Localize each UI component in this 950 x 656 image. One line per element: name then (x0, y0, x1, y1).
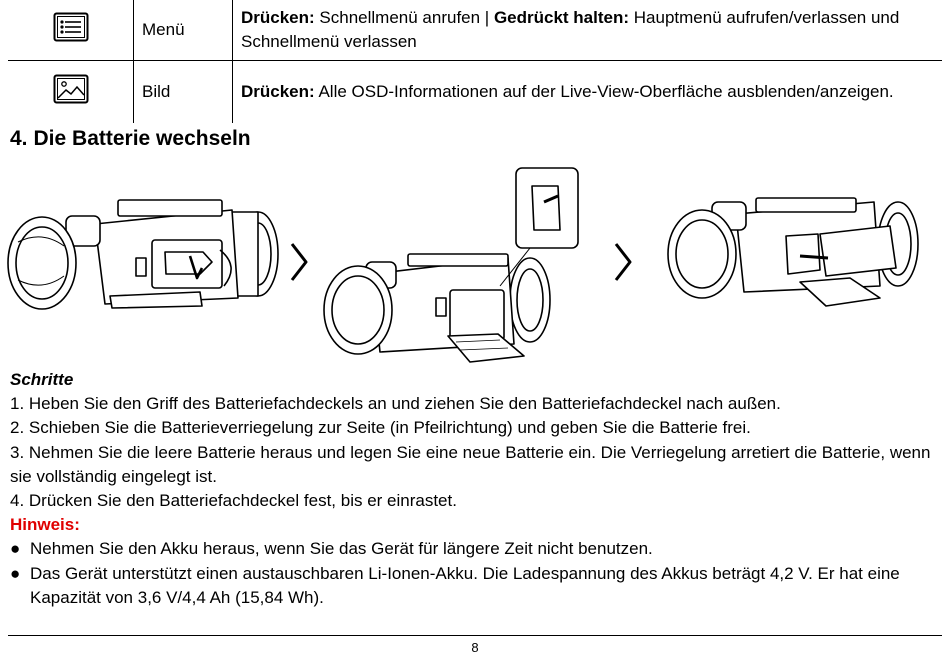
section-heading (10, 127, 251, 151)
desc-bold: Drücken: (241, 82, 315, 101)
bullet-dot-icon: ● (10, 539, 21, 559)
step-item: 2. Schieben Sie die Batterieverriegelung zur Seite (in Pfeilrichtung) und geben Sie die Batterie frei. (10, 418, 751, 438)
desc-bold: Drücken: (241, 8, 315, 27)
image-icon (53, 74, 89, 104)
desc-bold: Gedrückt halten: (493, 8, 630, 27)
device-step-3 (668, 198, 918, 306)
step-item: 4. Drücken Sie den Batteriefachdeckel fest, bis er einrastet. (10, 491, 457, 511)
desc-text: Hauptmenü aufrufen/verlassen und Schnellmenü verlassen (241, 8, 900, 51)
step-item: 3. Nehmen Sie die leere Batterie heraus und legen Sie eine neue Batterie ein. Die Verriegelung arretiert die Batterie, wenn sie vollständig eingelegt ist. (10, 442, 931, 486)
image-icon-cell (8, 61, 134, 124)
step-item: 1. Heben Sie den Griff des Batteriefachdeckels an und ziehen Sie den Batteriefachdeckel nach außen. (10, 394, 781, 414)
button-name: Bild (134, 61, 233, 124)
menu-icon (53, 12, 89, 42)
note-bullet-text: Das Gerät unterstützt einen austauschbaren Li-Ionen-Akku. Die Ladespannung des Akkus beträgt 4,2 V. Er hat eine Kapazität von 3,6 V/4,4 Ah (15,84 Wh). (30, 563, 900, 607)
menu-icon-cell (8, 0, 134, 61)
note-bullet (10, 537, 940, 561)
button-table (8, 0, 942, 123)
steps-section (10, 368, 940, 610)
steps-title: Schritte (10, 370, 74, 389)
footer-divider (8, 635, 942, 636)
table-row-image (8, 61, 942, 124)
button-name: Menü (134, 0, 233, 61)
battery-replacement-illustration (0, 158, 950, 370)
device-step-1 (8, 200, 278, 309)
bullet-dot-icon: ● (10, 563, 21, 583)
note-bullet-text: Nehmen Sie den Akku heraus, wenn Sie das Gerät für längere Zeit nicht benutzen. (30, 539, 653, 559)
section-number: 4. (10, 127, 28, 150)
table-row-menu (8, 0, 942, 61)
device-step-2 (324, 168, 578, 362)
desc-text: Schnellmenü anrufen | (314, 8, 494, 27)
page-number: 8 (471, 640, 479, 655)
button-description (233, 61, 943, 124)
note-bullet (10, 562, 940, 610)
desc-text: Alle OSD-Informationen auf der Live-View-Oberfläche ausblenden/anzeigen. (314, 82, 894, 101)
section-title: Die Batterie wechseln (33, 127, 251, 150)
button-description (233, 0, 943, 61)
note-label: Hinweis: (10, 515, 80, 535)
